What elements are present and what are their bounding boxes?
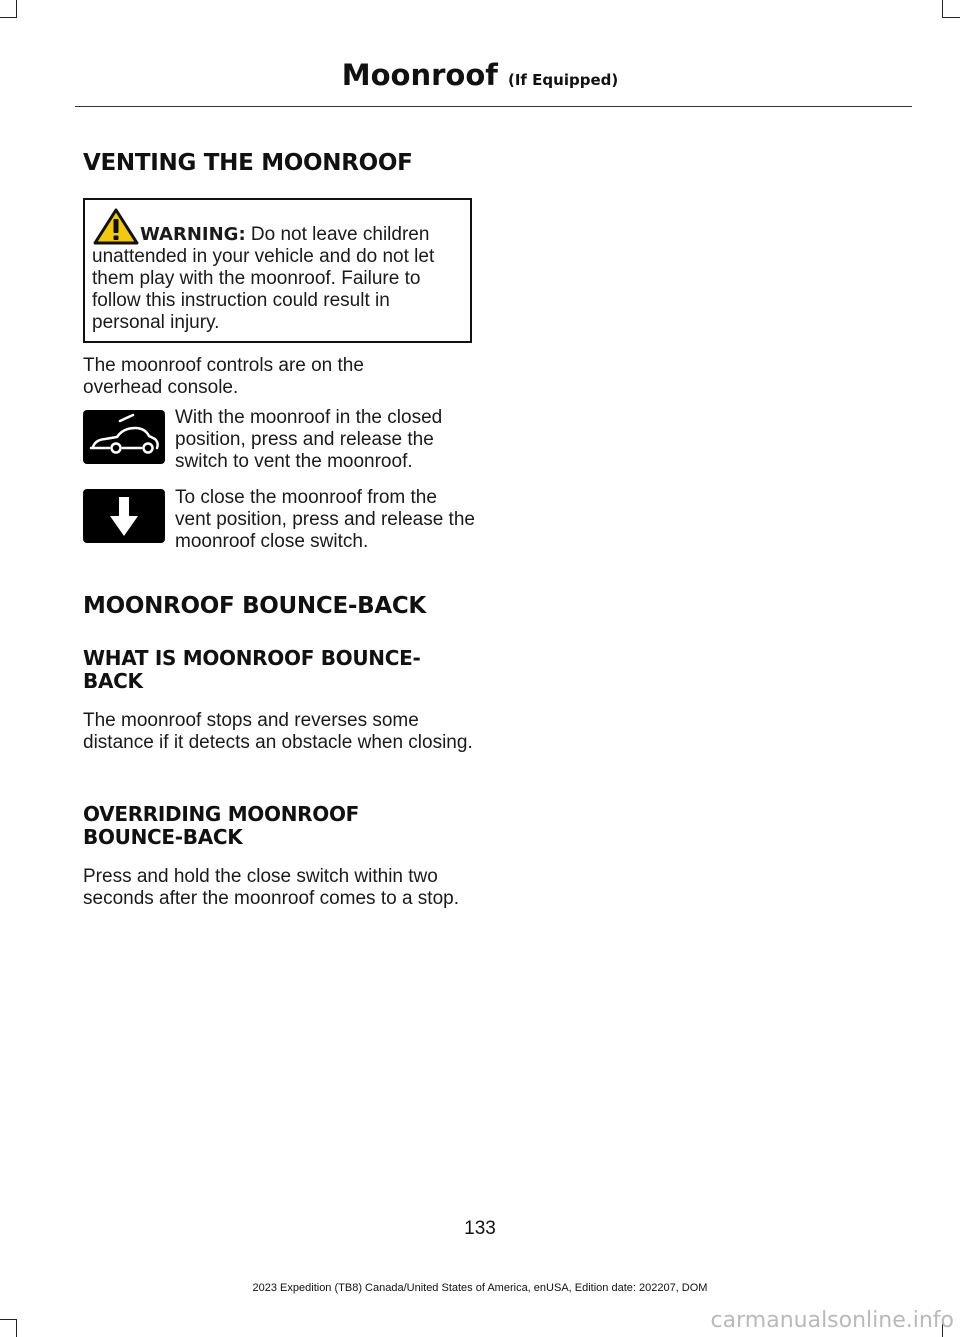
overriding-bounce-back-text: Press and hold the close switch within two seconds after the moonroof comes to a stop. bbox=[83, 866, 459, 909]
crop-mark bbox=[16, 0, 17, 18]
controls-location-text: The moonroof controls are on the overhead console. bbox=[83, 355, 364, 398]
crop-mark bbox=[0, 17, 17, 18]
vent-step-text: With the moonroof in the closed position, press and release the switch to vent the moonroof. bbox=[175, 407, 443, 472]
warning-box bbox=[83, 198, 472, 343]
section-heading-venting: VENTING THE MOONROOF bbox=[83, 150, 413, 176]
crop-mark bbox=[0, 1319, 17, 1320]
watermark: carmanualsonline.info bbox=[710, 1308, 954, 1333]
warning-triangle-icon bbox=[93, 208, 139, 246]
page-header bbox=[0, 58, 960, 92]
page-number: 133 bbox=[464, 1218, 496, 1239]
crop-mark bbox=[943, 17, 960, 18]
header-subtitle: (If Equipped) bbox=[508, 71, 619, 89]
section-heading-bounce-back: MOONROOF BOUNCE-BACK bbox=[83, 593, 426, 619]
edition-footer: 2023 Expedition (TB8) Canada/United States of America, enUSA, Edition date: 202207, DOM bbox=[252, 1282, 708, 1294]
crop-mark bbox=[16, 1319, 17, 1337]
warning-text: Do not leave children unattended in your vehicle and do not let them play with the moonroof. Failure to follow this instruction could result in personal injury. bbox=[92, 224, 435, 333]
header-title: Moonroof bbox=[341, 58, 498, 92]
down-arrow-icon bbox=[83, 489, 165, 543]
header-divider bbox=[75, 106, 912, 107]
subheading-overriding-bounce-back: OVERRIDING MOONROOF BOUNCE-BACK bbox=[83, 802, 360, 849]
what-is-bounce-back-text: The moonroof stops and reverses some distance if it detects an obstacle when closing. bbox=[83, 710, 473, 753]
close-step-text: To close the moonroof from the vent position, press and release the moonroof close switch. bbox=[175, 487, 475, 552]
warning-label: WARNING: bbox=[140, 224, 246, 245]
moonroof-vent-icon bbox=[83, 410, 165, 464]
subheading-what-is-bounce-back: WHAT IS MOONROOF BOUNCE-BACK bbox=[83, 646, 421, 693]
crop-mark bbox=[942, 0, 943, 18]
